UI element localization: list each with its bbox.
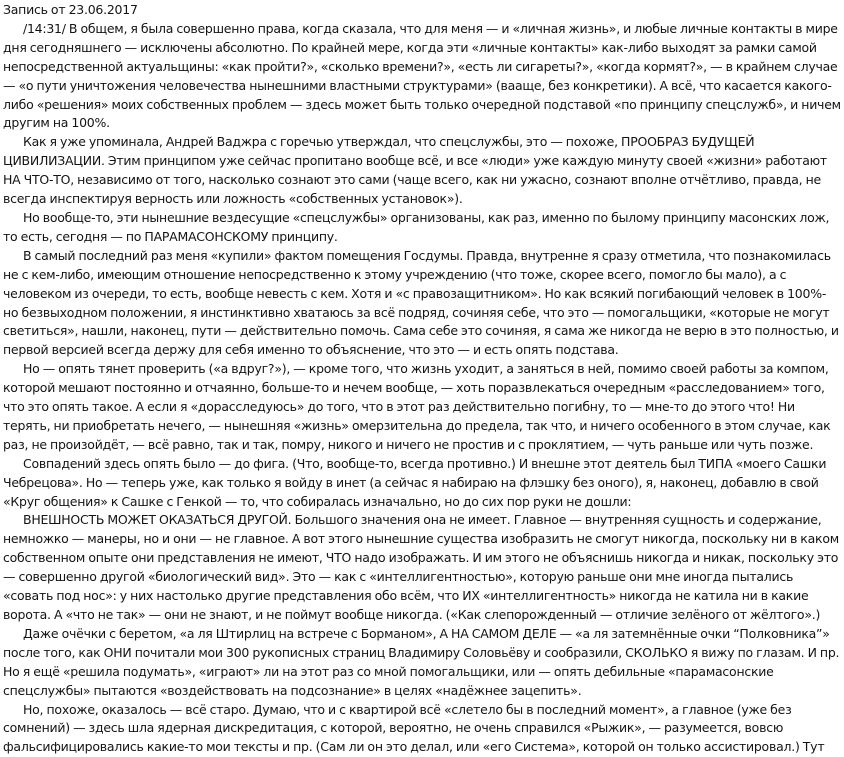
paragraph: Как я уже упоминала, Андрей Ваджра с горечью утверждал, что спецслужбы, это — похоже, ПРООБРАЗ БУДУЩЕЙ ЦИВИЛИЗАЦИИ. Этим принципом уже сейчас пропитано вообще всё, и все «люди» уже каждую минуту своей «жизни» работают НА ЧТО-ТО, независимо от того, насколько сознают это сами (чаще всего, как ни ужасно, сознают вполне отчётливо, правда, не всегда инспектируя верность или ложность «собственных установок»). [3,134,827,207]
paragraph: В самый последний раз меня «купили» фактом помещения Госдумы. Правда, внутренне я сразу отметила, что познакомилась не с кем-либо, имеющим отношение непосредственно к этому учреждению (что тоже, скорее всего, помогло бы мало), а с человеком из очереди, то есть, вообще невесть с кем. Хотя и «с правозащитником». Но как всякий погибающий человек в 100%-но безвыходном положении, я инстинктивно хватаюсь за всё подряд, сочиняя себе, что это — помогальщики, «которые не могут светиться», нашли, наконец, пути — действительно помочь. Сама себе это сочиняя, я сама же никогда не верю в это полностью, и первой версией всегда держу для себя именно то объяснение, что это — и есть опять подстава. [3,247,839,358]
paragraph: Но — опять тянет проверить («а вдруг?»), — кроме того, что жизнь уходит, а заняться в ней, помимо своей работы за компом, которой мешают постоянно и отчаянно, больше-то и нечем вообще, — хоть поразвлекаться очередным «расследованием» того, что это опять такое. А если я «дорасследуюсь» до того, что в этот раз действительно погибну, то — мне-то до этого что! Ни терять, ни приобретать нечего, — нынешняя «жизнь» омерзительна до предела, так что, и ничего особенного в этом случае, как раз, не произойдёт, — всё равно, так и так, помру, никого и ничего не простив и с проклятием, — чуть раньше или чуть позже. [3,361,831,452]
diary-entry [3,1,841,755]
paragraph: /14:31/ В общем, я была совершенно права, когда сказала, что для меня — и «личная жизнь», и любые личные контакты в мире дня сегодняшнего — исключены абсолютно. По крайней мере, когда эти «личные контакты» как-либо выходят за рамки самой непосредственной актуальщины: «как пройти?», «сколько времени?», «есть ли сигареты?», «когда кормят?», — в крайнем случае — «о пути уничтожения человечества нынешними властными структурами» (вааще, без конкретики). А всё, что касается какого-либо «решения» моих собственных проблем — здесь может быть только очередной подставой «по принципу спецслужб», и ничем другим на 100%. [3,20,841,131]
paragraph: ВНЕШНОСТЬ МОЖЕТ ОКАЗАТЬСЯ ДРУГОЙ. Большого значения она не имеет. Главное — внутренняя сущность и содержание, немножко — манеры, но и они — не главное. А вот этого нынешние существа изобразить не смогут никогда, поскольку ни в каком собственном опыте они представления не имеют, ЧТО надо изображать. И им этого не объяснишь никогда и никак, поскольку это — совершенно другой «биологический вид». Это — как с «интеллигентностью», которую раньше они мне иногда пытались «совать под нос»: у них настолько другие представления обо всём, что ИХ «интеллигентность» никогда не катила ни в какие ворота. А «что не так» — они не знают, и не поймут вообще никогда. («Как слепорожденный — отличие зелёного от жёлтого».) [3,512,839,622]
paragraph: Совпадений здесь опять было — до фига. (Что, вообще-то, всегда противно.) И внешне этот деятель был ТИПА «моего Сашки Чебрецова». Но — теперь уже, как только я войду в инет (а сейчас я набираю на флэшку без оного), я, наконец, добавлю в свой «Круг общения» к Сашке с Генкой — то, что собиралась изначально, но до сих пор руки не дошли: [3,455,827,509]
paragraph: Даже очёчки с беретом, «а ля Штирлиц на встрече с Борманом», А НА САМОМ ДЕЛЕ — «а ля затемнённые очки “Полковника”» после того, как ОНИ почитали мои 300 рукописных страниц Владимиру Соловьёву и сообразили, СКОЛЬКО я вижу по глазам. И пр. Но я ещё «решила подумать», «играют» ли на этот раз со мной помогальщики, или — опять дебильные «парамасонские спецслужбы» пытаются «воздействовать на подсознание» в целях «надёжнее зацепить». [3,625,840,698]
entry-date-heading: Запись от 23.06.2017 [3,2,138,17]
paragraph: Но, похоже, оказалось — всё старо. Думаю, что и с квартирой всё «слетело бы в последний момент», а главное (уже без сомнений) — здесь шла ядерная дискредитация, с которой, вероятно, не очень справился «Рыжик», — разумеется, вовсю фальсифицировались какие-то мои тексты и пр. (Сам ли он это делал, или «его Система», которой он только ассистировал.) Тут [3,701,825,755]
paragraph: Но вообще-то, эти нынешние вездесущие «спецслужбы» организованы, как раз, именно по былому принципу масонских лож, то есть, сегодня — по ПАРАМАСОНСКОМУ принципу. [3,209,830,244]
